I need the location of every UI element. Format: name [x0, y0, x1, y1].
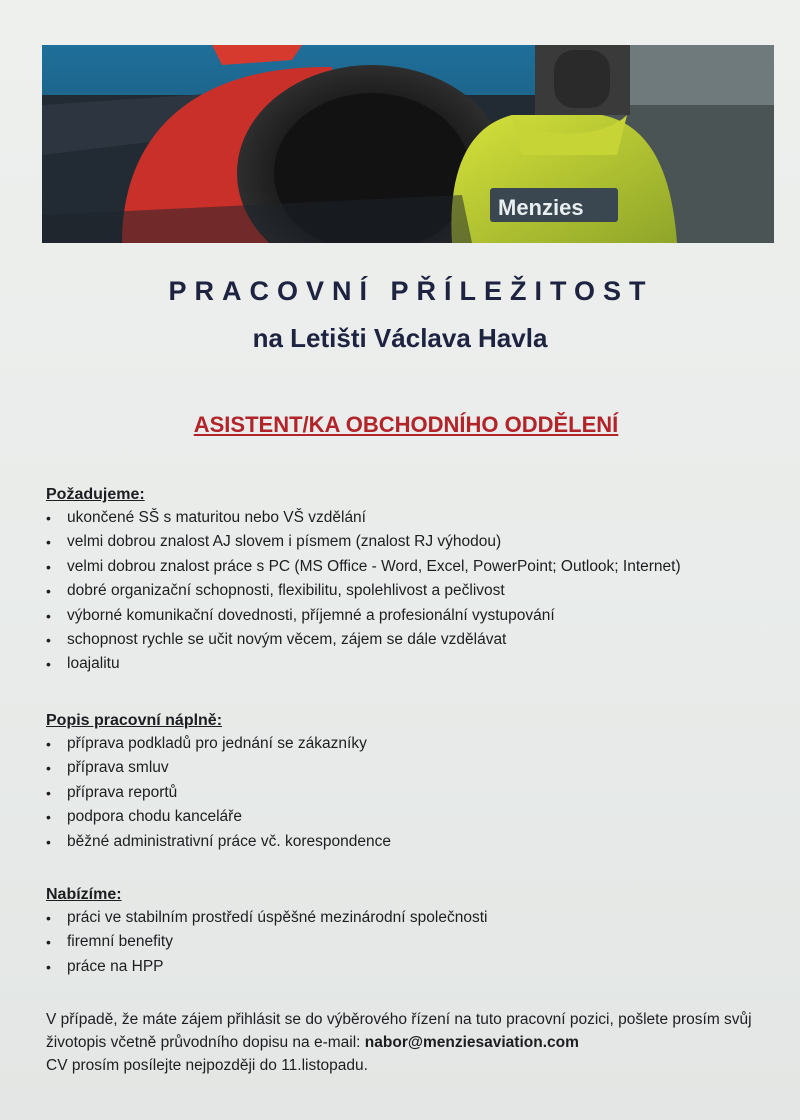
bullet-icon: • [46, 809, 51, 826]
list-item [46, 579, 766, 603]
requirements-list [46, 506, 766, 677]
list-item [46, 955, 766, 979]
list-item-text: dobré organizační schopnosti, flexibilitu, spolehlivost a pečlivost [67, 582, 505, 600]
list-item [46, 506, 766, 530]
bullet-icon: • [46, 656, 51, 673]
header-banner-image [42, 45, 774, 243]
list-item-text: příprava podkladů pro jednání se zákazníky [67, 735, 367, 752]
requirements-heading: Požadujeme: [46, 486, 145, 503]
position-title: ASISTENT/KA OBCHODNÍHO ODDĚLENÍ [193, 412, 619, 437]
bullet-icon: • [46, 607, 51, 624]
list-item-text: ukončené SŠ s maturitou nebo VŠ vzdělání [67, 509, 366, 526]
bullet-icon: • [46, 910, 51, 926]
bullet-icon: • [46, 934, 51, 951]
bullet-icon: • [46, 833, 51, 850]
bullet-icon: • [46, 760, 51, 777]
bullet-icon: • [46, 583, 51, 600]
job-description-heading: Popis pracovní náplně: [46, 712, 223, 729]
offer-list [46, 906, 766, 979]
closing-paragraph [46, 1008, 776, 1077]
list-item-text: firemní benefity [67, 933, 173, 951]
list-item-text: práci ve stabilním prostředí úspěšné mezinárodní společnosti [67, 909, 488, 926]
list-item [46, 652, 766, 676]
list-item-text: výborné komunikační dovednosti, příjemné a profesionální vystupování [67, 606, 555, 624]
list-item [46, 830, 766, 854]
list-item [46, 628, 766, 652]
list-item-text: podpora chodu kanceláře [67, 808, 242, 826]
list-item-text: schopnost rychle se učit novým věcem, zájem se dále vzdělávat [67, 631, 507, 649]
list-item [46, 930, 766, 954]
bullet-icon: • [46, 510, 51, 526]
list-item [46, 555, 766, 579]
contact-email[interactable]: nabor@menziesaviation.com [364, 1034, 579, 1051]
list-item-text: práce na HPP [67, 957, 164, 975]
bullet-icon: • [46, 958, 51, 975]
offer-heading: Nabízíme: [46, 886, 122, 903]
list-item [46, 756, 766, 780]
job-description-section [46, 710, 766, 854]
banner-logo-text: Menzies [498, 195, 584, 220]
list-item [46, 781, 766, 805]
bullet-icon: • [46, 534, 51, 551]
bullet-icon: • [46, 558, 51, 575]
closing-line-1: V případě, že máte zájem přihlásit se do výběrového řízení na tuto pracovní pozici, pošlete prosím svůj [46, 1011, 752, 1028]
list-item [46, 604, 766, 628]
airport-worker-photo [42, 45, 774, 243]
list-item-text: příprava smluv [67, 759, 169, 777]
list-item-text: loajalitu [67, 655, 120, 673]
list-item-text: velmi dobrou znalost AJ slovem i písmem (znalost RJ výhodou) [67, 533, 502, 551]
list-item-text: příprava reportů [67, 783, 178, 801]
list-item [46, 530, 766, 554]
offer-section [46, 884, 766, 979]
list-item [46, 805, 766, 829]
bullet-icon: • [46, 736, 51, 752]
closing-line-2-text: životopis včetně průvodního dopisu na e-mail: [46, 1034, 365, 1051]
list-item [46, 732, 766, 756]
page-title: PRACOVNÍ PŘÍLEŽITOST [168, 276, 654, 306]
closing-line-2 [46, 1031, 776, 1054]
page-subtitle: na Letišti Václava Havla [252, 323, 548, 353]
job-description-list [46, 732, 766, 854]
requirements-section [46, 484, 766, 677]
list-item-text: běžné administrativní práce vč. korespondence [67, 832, 391, 850]
bullet-icon: • [46, 632, 51, 649]
closing-line-3: CV prosím posílejte nejpozději do 11.listopadu. [46, 1057, 368, 1074]
list-item [46, 906, 766, 930]
list-item-text: velmi dobrou znalost práce s PC (MS Office - Word, Excel, PowerPoint; Outlook; Internet) [67, 557, 681, 575]
bullet-icon: • [46, 784, 51, 801]
